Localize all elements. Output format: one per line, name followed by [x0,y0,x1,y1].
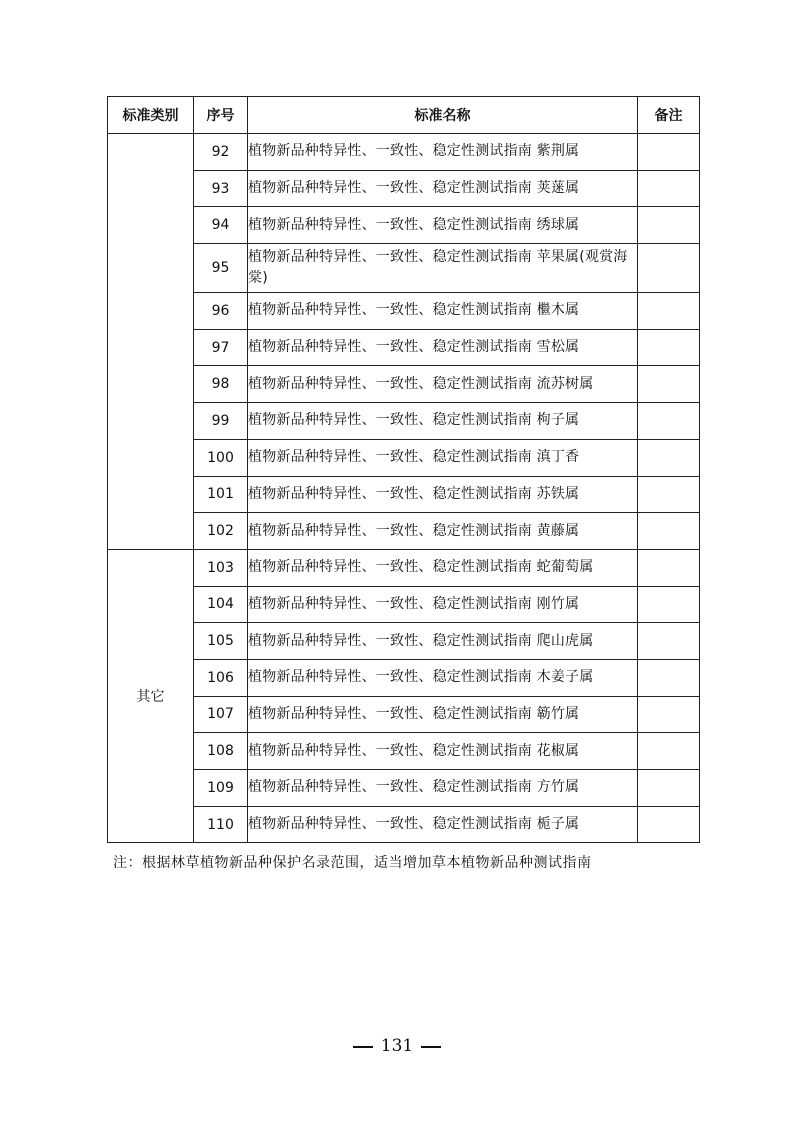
standard-name: 植物新品种特异性、一致性、稳定性测试指南 绣球属 [248,207,638,244]
page-dash-right [421,1046,441,1048]
page-number-line [0,1036,794,1056]
table-row [108,329,700,366]
note-cell [638,586,700,623]
note-cell [638,329,700,366]
table-row [108,770,700,807]
standards-table [107,96,700,843]
table-row [108,806,700,843]
table-row [108,439,700,476]
row-number: 104 [194,586,248,623]
row-number: 103 [194,549,248,586]
standard-name: 植物新品种特异性、一致性、稳定性测试指南 苹果属(观赏海棠) [248,244,638,293]
page-number: 131 [380,1036,414,1056]
note-cell [638,293,700,330]
row-number: 98 [194,366,248,403]
note-cell [638,513,700,550]
note-cell [638,134,700,171]
table-row [108,623,700,660]
standard-name: 植物新品种特异性、一致性、稳定性测试指南 栀子属 [248,806,638,843]
row-number: 97 [194,329,248,366]
row-number: 99 [194,403,248,440]
note-cell [638,549,700,586]
standard-name: 植物新品种特异性、一致性、稳定性测试指南 苏铁属 [248,476,638,513]
standard-name: 植物新品种特异性、一致性、稳定性测试指南 黄藤属 [248,513,638,550]
table-row [108,207,700,244]
row-number: 100 [194,439,248,476]
row-number: 92 [194,134,248,171]
note-cell [638,403,700,440]
standard-name: 植物新品种特异性、一致性、稳定性测试指南 簕竹属 [248,696,638,733]
row-number: 110 [194,806,248,843]
standard-name: 植物新品种特异性、一致性、稳定性测试指南 雪松属 [248,329,638,366]
table-body [108,134,700,843]
header-number: 序号 [194,97,248,134]
table-row [108,170,700,207]
standard-name: 植物新品种特异性、一致性、稳定性测试指南 方竹属 [248,770,638,807]
table-row [108,293,700,330]
row-number: 109 [194,770,248,807]
standard-name: 植物新品种特异性、一致性、稳定性测试指南 荚蒾属 [248,170,638,207]
standard-name: 植物新品种特异性、一致性、稳定性测试指南 紫荆属 [248,134,638,171]
standard-name: 植物新品种特异性、一致性、稳定性测试指南 刚竹属 [248,586,638,623]
note-cell [638,244,700,293]
note-cell [638,170,700,207]
header-category: 标准类别 [108,97,194,134]
row-number: 102 [194,513,248,550]
table-row [108,513,700,550]
header-name: 标准名称 [248,97,638,134]
note-cell [638,696,700,733]
row-number: 96 [194,293,248,330]
note-cell [638,806,700,843]
standard-name: 植物新品种特异性、一致性、稳定性测试指南 滇丁香 [248,439,638,476]
standard-name: 植物新品种特异性、一致性、稳定性测试指南 檵木属 [248,293,638,330]
table-row [108,549,700,586]
table-row [108,134,700,171]
footnote: 注：根据林草植物新品种保护名录范围，适当增加草本植物新品种测试指南 [113,855,592,871]
row-number: 107 [194,696,248,733]
page-dash-left [353,1046,373,1048]
table-row [108,366,700,403]
category-cell [108,134,194,550]
table-header-row [108,97,700,134]
row-number: 108 [194,733,248,770]
standard-name: 植物新品种特异性、一致性、稳定性测试指南 流苏树属 [248,366,638,403]
table-row [108,696,700,733]
note-cell [638,476,700,513]
row-number: 95 [194,244,248,293]
table-row [108,659,700,696]
row-number: 101 [194,476,248,513]
note-cell [638,623,700,660]
standard-name: 植物新品种特异性、一致性、稳定性测试指南 爬山虎属 [248,623,638,660]
table-row [108,476,700,513]
category-cell: 其它 [108,549,194,843]
standard-name: 植物新品种特异性、一致性、稳定性测试指南 枸子属 [248,403,638,440]
standard-name: 植物新品种特异性、一致性、稳定性测试指南 木姜子属 [248,659,638,696]
table-row [108,733,700,770]
table-row [108,403,700,440]
header-note: 备注 [638,97,700,134]
note-cell [638,733,700,770]
table-row [108,244,700,293]
note-cell [638,439,700,476]
note-cell [638,207,700,244]
note-cell [638,366,700,403]
row-number: 94 [194,207,248,244]
note-cell [638,770,700,807]
row-number: 106 [194,659,248,696]
row-number: 105 [194,623,248,660]
table-row [108,586,700,623]
note-cell [638,659,700,696]
standard-name: 植物新品种特异性、一致性、稳定性测试指南 花椒属 [248,733,638,770]
standard-name: 植物新品种特异性、一致性、稳定性测试指南 蛇葡萄属 [248,549,638,586]
row-number: 93 [194,170,248,207]
